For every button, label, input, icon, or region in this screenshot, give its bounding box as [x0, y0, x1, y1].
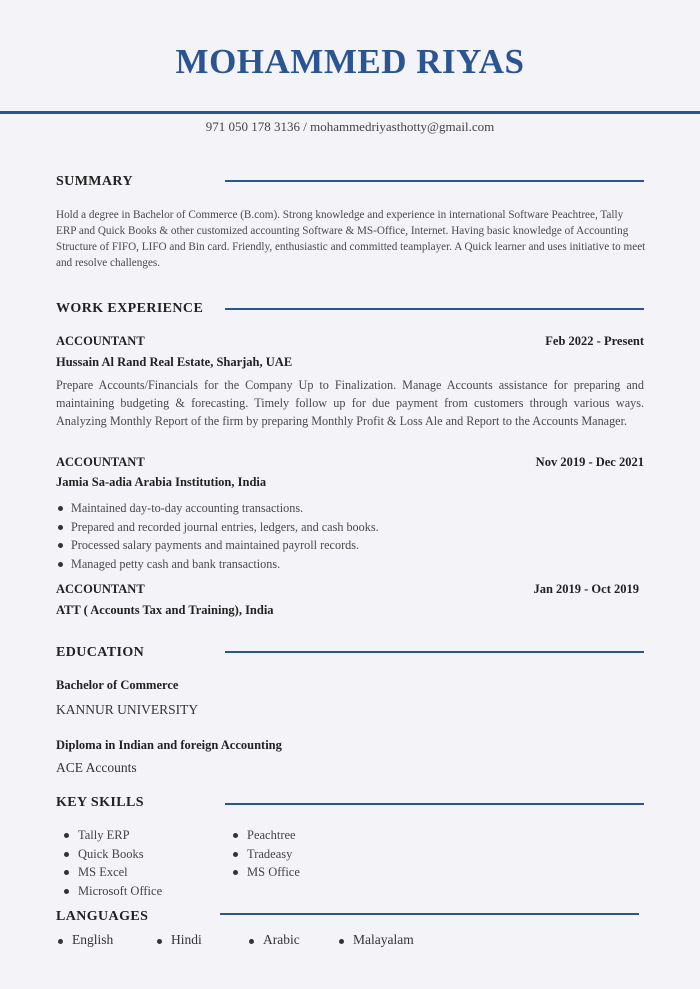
section-rule-summary	[225, 180, 644, 182]
skill-item: MS Office	[230, 863, 300, 882]
summary-text: Hold a degree in Bachelor of Commerce (B.com). Strong knowledge and experience in international Software Peachtree, Tally ERP and Quick Books & other customized accounting Software & MS-Office, Internet. Having basic knowledge of Accounting Structure of FIFO, LIFO and Bin card. Friendly, enthusiastic and committed teamplayer. A Quick learner and uses initiative to meet and resolve challenges.	[56, 209, 646, 269]
list-item: Prepared and recorded journal entries, ledgers, and cash books.	[56, 518, 379, 537]
language-item: English	[56, 932, 113, 948]
education-degree: Diploma in Indian and foreign Accounting	[56, 738, 282, 752]
section-rule-work-experience	[225, 308, 644, 310]
job-company: Jamia Sa-adia Arabia Institution, India	[56, 475, 267, 489]
list-item: Managed petty cash and bank transactions.	[56, 555, 379, 574]
list-item: Maintained day-to-day accounting transactions.	[56, 499, 379, 518]
language-item: Arabic	[247, 932, 300, 948]
job-dates: Jan 2019 - Oct 2019	[533, 582, 639, 596]
skill-item: Tradeasy	[230, 845, 300, 864]
skills-list-column-2	[230, 826, 300, 882]
skill-item: Quick Books	[61, 845, 162, 864]
education-school: KANNUR UNIVERSITY	[56, 702, 199, 717]
section-title-work-experience: WORK EXPERIENCE	[56, 301, 204, 316]
skill-item: Peachtree	[230, 826, 300, 845]
language-item: Hindi	[155, 932, 202, 948]
job-company: Hussain Al Rand Real Estate, Sharjah, UAE	[56, 355, 293, 369]
section-title-languages: LANGUAGES	[56, 909, 149, 924]
section-rule-education	[225, 651, 644, 653]
section-rule-key-skills	[225, 803, 644, 805]
section-title-key-skills: KEY SKILLS	[56, 795, 144, 810]
skill-item: Tally ERP	[61, 826, 162, 845]
job-dates: Nov 2019 - Dec 2021	[535, 455, 644, 469]
skill-item: MS Excel	[61, 863, 162, 882]
list-item: Processed salary payments and maintained payroll records.	[56, 536, 379, 555]
skills-list-column-1	[61, 826, 162, 900]
job-description: Prepare Accounts/Financials for the Company Up to Finalization. Manage Accounts assistance for preparing and maintaining budgeting & forecasting. Timely follow up for due payment from customers through various ways. Analyzing Monthly Report of the firm by preparing Monthly Profit & Loss Ale and Report to the Accounts Manager.	[56, 378, 644, 428]
job-title: ACCOUNTANT	[56, 582, 145, 596]
education-degree: Bachelor of Commerce	[56, 678, 179, 692]
language-item: Malayalam	[337, 932, 414, 948]
job-dates: Feb 2022 - Present	[545, 334, 644, 348]
job-title: ACCOUNTANT	[56, 455, 145, 469]
contact-info: 971 050 178 3136 / mohammedriyasthotty@gmail.com	[205, 119, 495, 134]
header-divider	[0, 111, 700, 114]
job-company: ATT ( Accounts Tax and Training), India	[56, 603, 274, 617]
job-bullet-list	[56, 499, 379, 573]
section-title-summary: SUMMARY	[56, 174, 133, 189]
section-rule-languages	[220, 913, 639, 915]
job-title: ACCOUNTANT	[56, 334, 145, 348]
skill-item: Microsoft Office	[61, 882, 162, 901]
section-title-education: EDUCATION	[56, 645, 145, 660]
resume-name: MOHAMMED RIYAS	[175, 42, 525, 81]
education-school: ACE Accounts	[56, 760, 137, 775]
